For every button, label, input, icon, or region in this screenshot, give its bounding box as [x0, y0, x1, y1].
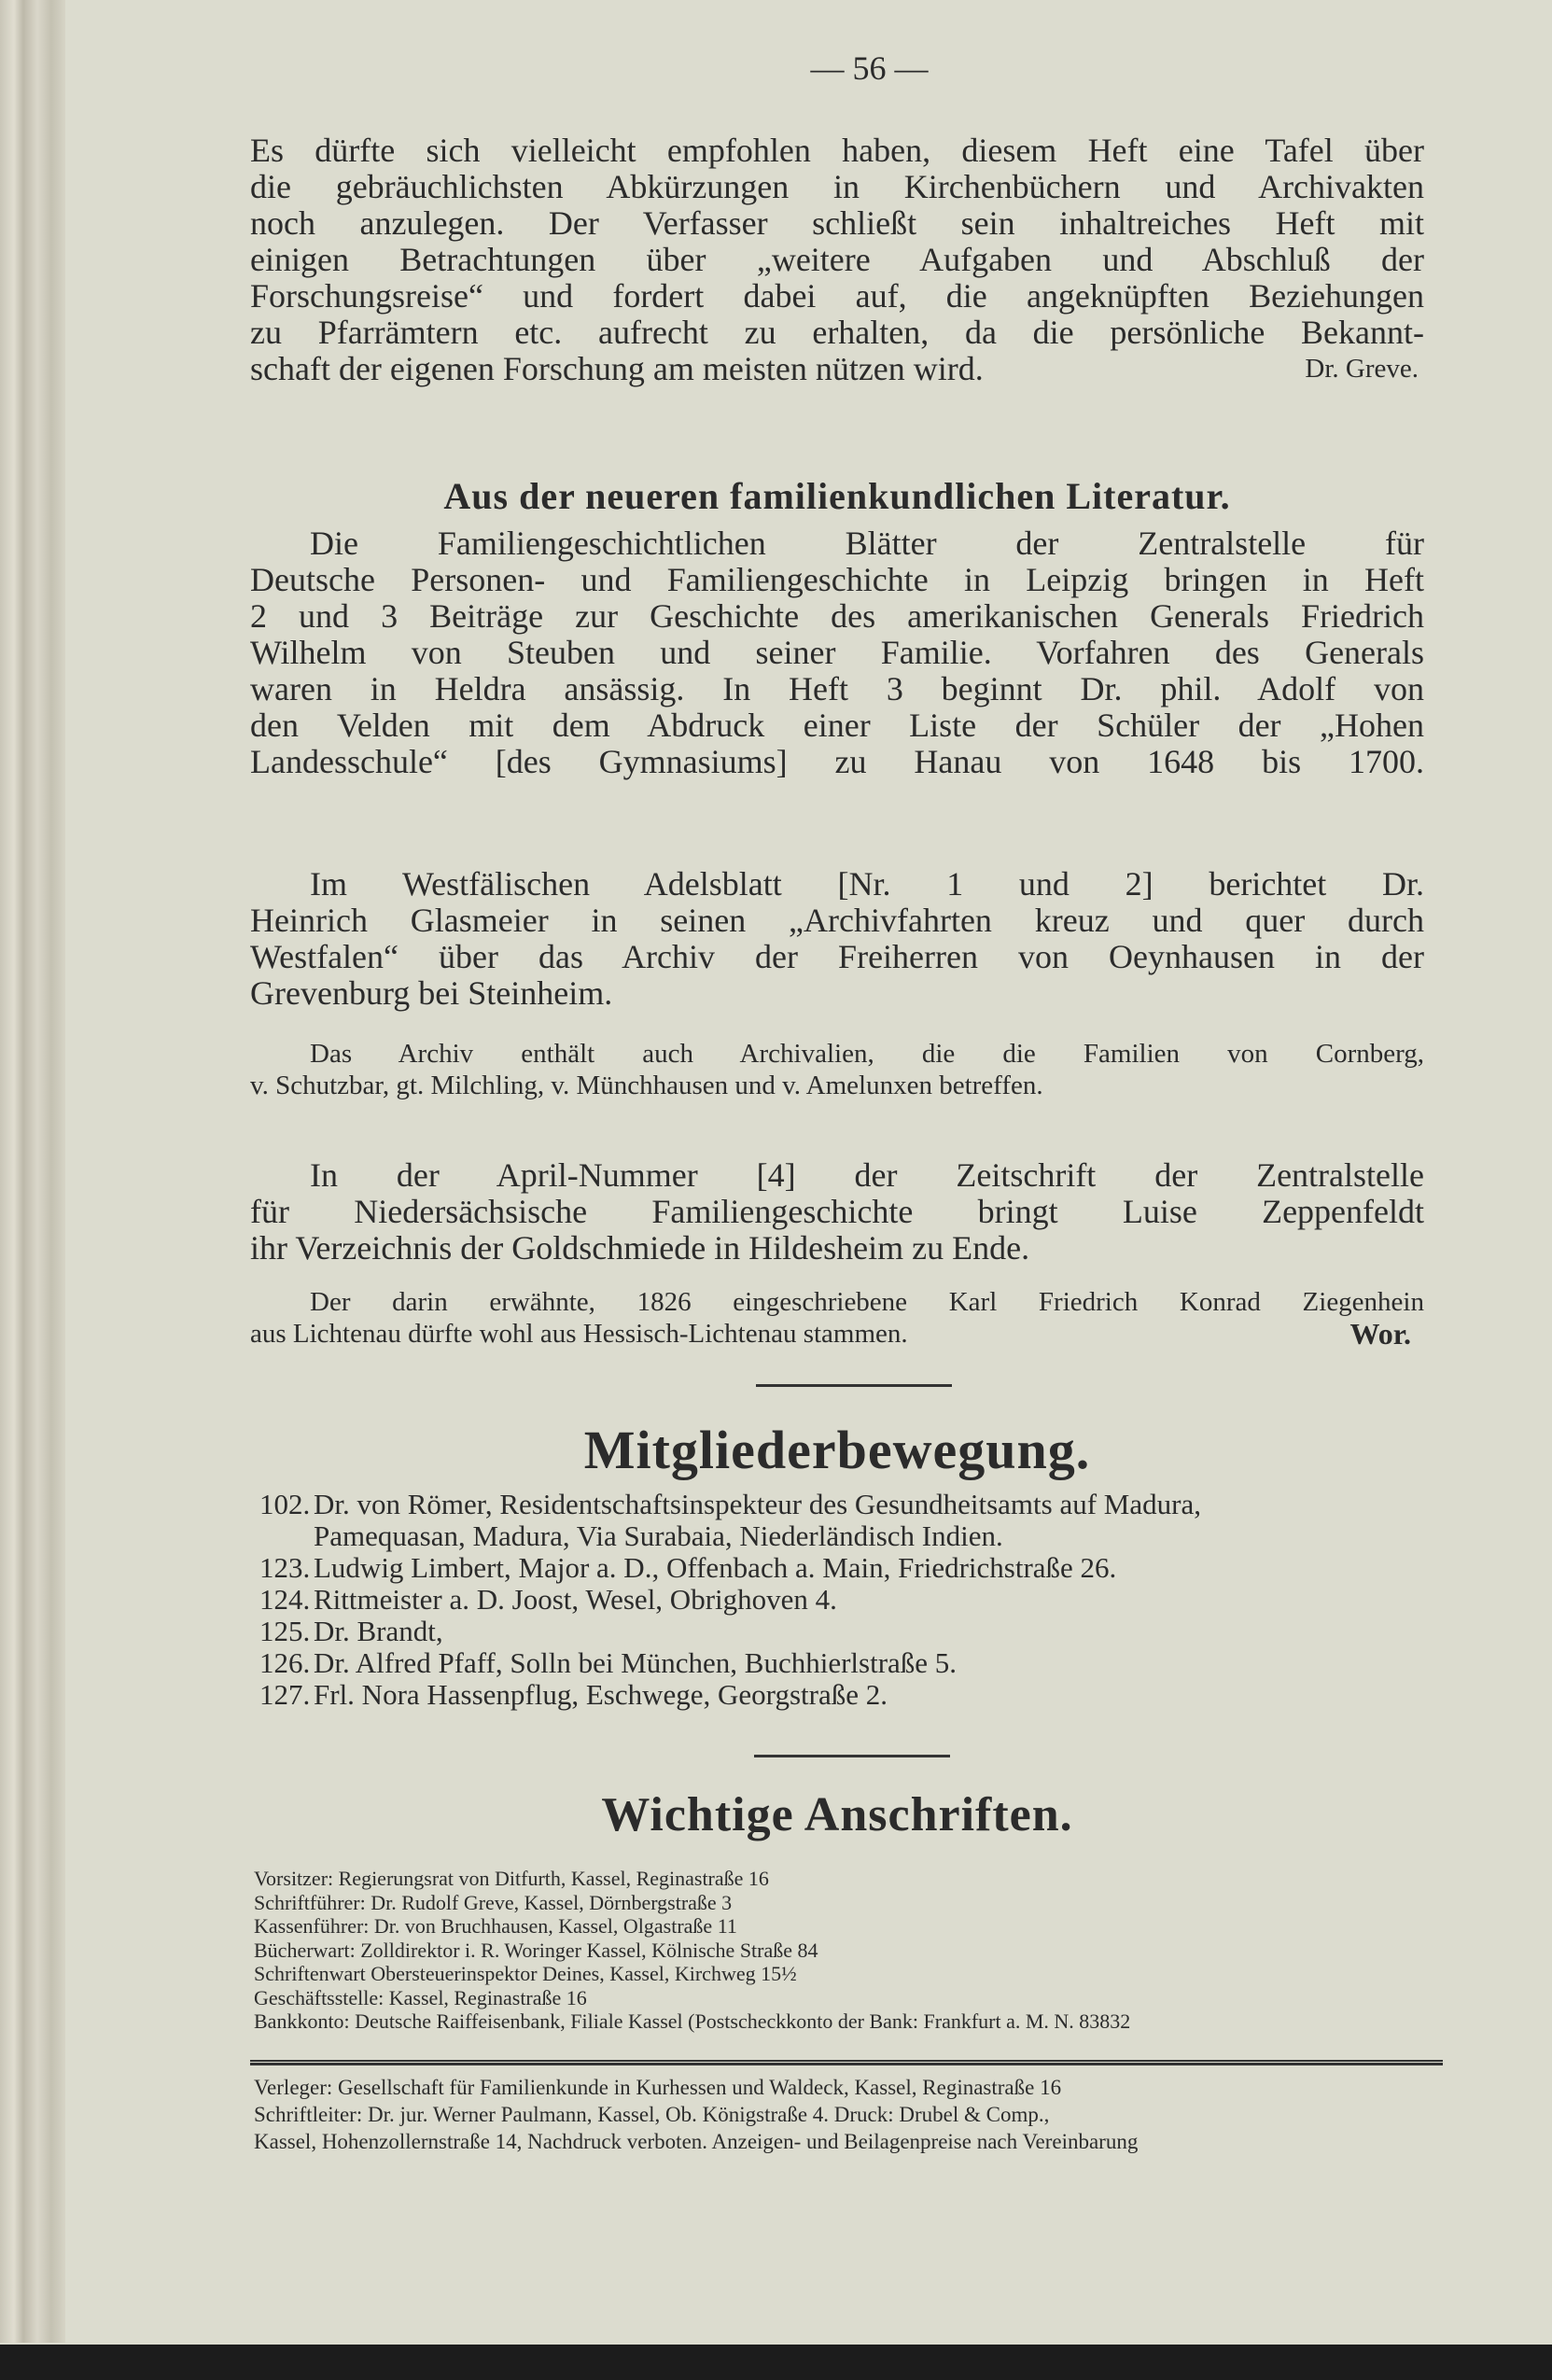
text-line: waren in Heldra ansässig. In Heft 3 beginnt Dr. phil. Adolf von: [250, 670, 1424, 707]
imprint-line: Verleger: Gesellschaft für Familienkunde in Kurhessen und Waldeck, Kassel, Reginastraße 16: [254, 2076, 1062, 2099]
text-line: schaft der eigenen Forschung am meisten nützen wird.: [250, 350, 984, 387]
text-line: Landesschule“ [des Gymnasiums] zu Hanau von 1648 bis 1700.: [250, 743, 1424, 780]
item-number: 102.: [259, 1488, 311, 1520]
address-list: [254, 1867, 1439, 2034]
item-text: Rittmeister a. D. Joost, Wesel, Obrighoven 4.: [314, 1583, 837, 1616]
text-line: aus Lichtenau dürfte wohl aus Hessisch-Lichtenau stammen.: [250, 1319, 908, 1349]
address-line: Geschäftsstelle: Kassel, Reginastraße 16: [254, 1985, 587, 2009]
text-line: den Velden mit dem Abdruck einer Liste der Schüler der „Hohen: [250, 707, 1424, 744]
literature-paragraph-1: [250, 525, 1424, 780]
list-item: [259, 1489, 1445, 1520]
text-line: zu Pfarrämtern etc. aufrecht zu erhalten, da die persönliche Bekannt-: [250, 314, 1424, 351]
address-line: Bücherwart: Zolldirektor i. R. Woringer Kassel, Kölnische Straße 84: [254, 1938, 818, 1962]
literature-note-2: [250, 1038, 1424, 1101]
item-number: 123.: [259, 1551, 311, 1584]
list-item: [259, 1679, 1445, 1711]
text-line: Westfalen“ über das Archiv der Freiherren von Oeynhausen in der: [250, 938, 1424, 975]
text-line: Deutsche Personen- und Familiengeschichte in Leipzig bringen in Heft: [250, 561, 1424, 598]
text-line: einigen Betrachtungen über „weitere Aufgaben und Abschluß der: [250, 241, 1424, 278]
book-spine: [0, 0, 65, 2343]
item-number: 125.: [259, 1615, 311, 1647]
text-line: Wilhelm von Steuben und seiner Familie. Vorfahren des Generals: [250, 634, 1424, 671]
divider: [754, 1755, 950, 1757]
literature-paragraph-2: [250, 866, 1424, 1012]
literature-paragraph-3: [250, 1157, 1424, 1267]
list-item: [259, 1647, 1445, 1679]
item-number: 126.: [259, 1646, 311, 1679]
text-line: ihr Verzeichnis der Goldschmiede in Hildesheim zu Ende.: [250, 1229, 1030, 1267]
text-line: für Niedersächsische Familiengeschichte bringt Luise Zeppenfeldt: [250, 1193, 1424, 1230]
text-line: Im Westfälischen Adelsblatt [Nr. 1 und 2] berichtet Dr.: [310, 865, 1424, 903]
address-line: Schriftenwart Obersteuerinspektor Deines, Kassel, Kirchweg 15½: [254, 1962, 797, 1985]
text-line: In der April-Nummer [4] der Zeitschrift der Zentralstelle: [310, 1156, 1424, 1194]
text-line: Heinrich Glasmeier in seinen „Archivfahrten kreuz und quer durch: [250, 902, 1424, 939]
list-item: [259, 1584, 1445, 1616]
signature: Dr. Greve.: [1305, 354, 1419, 384]
intro-paragraph: [250, 133, 1424, 387]
list-item-continuation: Pamequasan, Madura, Via Surabaia, Niederländisch Indien.: [314, 1519, 1003, 1552]
item-text: Dr. Alfred Pfaff, Solln bei München, Buchhierlstraße 5.: [314, 1646, 958, 1679]
section-heading: Wichtige Anschriften.: [601, 1788, 1073, 1841]
address-line: Bankkonto: Deutsche Raiffeisenbank, Filiale Kassel (Postscheckkonto der Bank: Frankfurt a. M. N. 83832: [254, 2009, 1131, 2033]
member-list: [259, 1489, 1445, 1711]
text-line: Das Archiv enthält auch Archivalien, die die Familien von Cornberg,: [310, 1039, 1424, 1069]
text-line: v. Schutzbar, gt. Milchling, v. Münchhausen und v. Amelunxen betreffen.: [250, 1071, 1043, 1100]
text-line: die gebräuchlichsten Abkürzungen in Kirchenbüchern und Archivakten: [250, 168, 1424, 205]
address-line: Vorsitzer: Regierungsrat von Ditfurth, Kassel, Reginastraße 16: [254, 1867, 769, 1890]
text-line: Die Familiengeschichtlichen Blätter der Zentralstelle für: [310, 525, 1424, 562]
item-text: Ludwig Limbert, Major a. D., Offenbach a. Main, Friedrichstraße 26.: [314, 1551, 1117, 1584]
item-text: Dr. von Römer, Residentschaftsinspekteur des Gesundheitsamts auf Madura,: [314, 1488, 1201, 1520]
text-line: Der darin erwähnte, 1826 eingeschriebene Karl Friedrich Konrad Ziegenhein: [310, 1287, 1424, 1317]
item-text: Frl. Nora Hassenpflug, Eschwege, Georgstraße 2.: [314, 1678, 888, 1711]
double-rule: [250, 2060, 1443, 2065]
page-number: — 56 —: [810, 49, 929, 87]
imprint-line: Kassel, Hohenzollernstraße 14, Nachdruck verboten. Anzeigen- und Beilagenpreise nach Vereinbarung: [254, 2130, 1139, 2153]
text-line: Forschungsreise“ und fordert dabei auf, die angeknüpften Beziehungen: [250, 277, 1424, 315]
text-line: noch anzulegen. Der Verfasser schließt sein inhaltreiches Heft mit: [250, 204, 1424, 242]
section-heading: Aus der neueren familienkundlichen Literatur.: [443, 475, 1231, 517]
address-line: Kassenführer: Dr. von Bruchhausen, Kassel, Olgastraße 11: [254, 1914, 737, 1938]
item-number: 124.: [259, 1583, 311, 1616]
item-text: Dr. Brandt,: [314, 1615, 443, 1647]
address-line: Schriftführer: Dr. Rudolf Greve, Kassel, Dörnbergstraße 3: [254, 1890, 733, 1914]
text-line: Grevenburg bei Steinheim.: [250, 974, 613, 1012]
list-item: [259, 1552, 1445, 1584]
text-line: Es dürfte sich vielleicht empfohlen haben, diesem Heft eine Tafel über: [250, 132, 1424, 169]
signature: Wor.: [1349, 1317, 1411, 1351]
list-item: [259, 1616, 1445, 1647]
imprint: [254, 2074, 1439, 2155]
scan-background: [0, 2345, 1552, 2380]
literature-note-3: [250, 1286, 1424, 1350]
section-heading: Mitgliederbewegung.: [583, 1420, 1091, 1480]
divider: [756, 1384, 952, 1387]
imprint-line: Schriftleiter: Dr. jur. Werner Paulmann, Kassel, Ob. Königstraße 4. Druck: Drubel & Comp.,: [254, 2103, 1050, 2126]
item-number: 127.: [259, 1678, 311, 1711]
text-line: 2 und 3 Beiträge zur Geschichte des amerikanischen Generals Friedrich: [250, 597, 1424, 635]
